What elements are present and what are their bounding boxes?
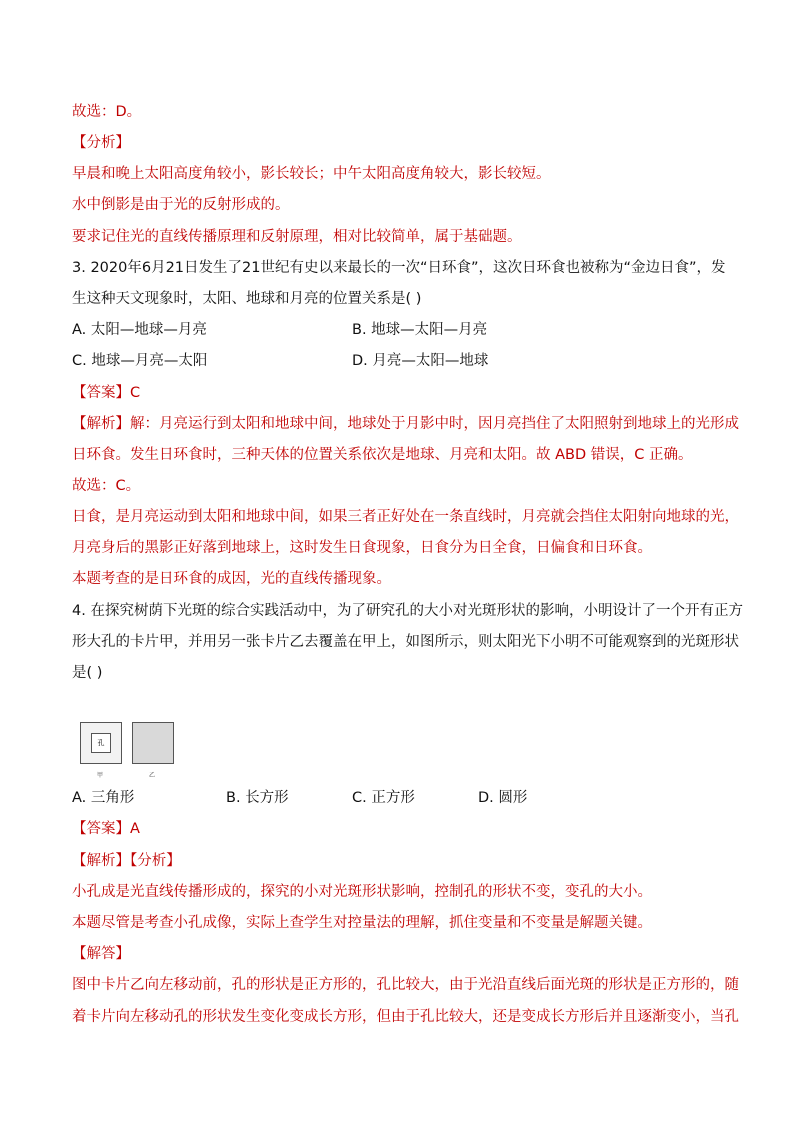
explanation-q3-6: 本题考查的是日环食的成因，光的直线传播现象。 xyxy=(72,571,391,587)
q3-option-d: D. 月亮—太阳—地球 xyxy=(352,353,489,369)
card-yi xyxy=(132,722,174,764)
card-jia xyxy=(80,722,122,764)
analysis-text-q2-2: 水中倒影是由于光的反射形成的。 xyxy=(72,197,290,213)
explanation-q3-1: 【解析】解：月亮运行到太阳和地球中间，地球处于月影中时，因月亮挡住了太阳照射到地球上的光形成 xyxy=(72,416,739,432)
cards-figure xyxy=(80,722,180,782)
question-4-line-3: 是( ) xyxy=(72,665,103,681)
q4-option-b: B. 长方形 xyxy=(226,790,289,806)
analysis-heading-q2: 【分析】 xyxy=(72,135,130,151)
card-jia-caption: 甲 xyxy=(97,772,104,779)
q3-option-b: B. 地球—太阳—月亮 xyxy=(352,322,488,338)
solution-q4-1: 图中卡片乙向左移动前，孔的形状是正方形的，孔比较大，由于光沿直线后面光斑的形状是正方形的，随 xyxy=(72,977,739,993)
question-3-line-1: 3. 2020年6月21日发生了21世纪有史以来最长的一次“日环食”，这次日环食也被称为“金边日食”，发 xyxy=(72,260,726,276)
square-hole: 孔 xyxy=(91,733,111,753)
explanation-q3-4: 日食，是月亮运动到太阳和地球中间，如果三者正好处在一条直线时，月亮就会挡住太阳射向地球的光， xyxy=(72,509,739,525)
explanation-q3-3: 故选：C。 xyxy=(72,478,141,494)
question-3-line-2: 生这种天文现象时，太阳、地球和月亮的位置关系是( ) xyxy=(72,291,422,307)
analysis-text-q2-1: 早晨和晚上太阳高度角较小，影长较长；中午太阳高度角较大，影长较短。 xyxy=(72,166,551,182)
explanation-q4-1: 小孔成是光直线传播形成的，探究的小对光斑形状影响，控制孔的形状不变，变孔的大小。 xyxy=(72,884,652,900)
explanation-q3-5: 月亮身后的黑影正好落到地球上，这时发生日食现象，日食分为日全食，日偏食和日环食。 xyxy=(72,540,652,556)
solution-q4-heading: 【解答】 xyxy=(72,946,130,962)
analysis-text-q2-3: 要求记住光的直线传播原理和反射原理，相对比较简单，属于基础题。 xyxy=(72,229,522,245)
question-4-line-2: 形大孔的卡片甲，并用另一张卡片乙去覆盖在甲上，如图所示，则太阳光下小明不可能观察到的光斑形状 xyxy=(72,634,739,650)
answer-q3: 【答案】C xyxy=(72,385,141,401)
q3-option-a: A. 太阳—地球—月亮 xyxy=(72,322,207,338)
explanation-q4-2: 本题尽管是考查小孔成像，实际上查学生对控量法的理解，抓住变量和不变量是解题关键。 xyxy=(72,915,652,931)
q4-option-c: C. 正方形 xyxy=(352,790,415,806)
answer-line-q2: 故选：D。 xyxy=(72,104,142,120)
question-4-line-1: 4. 在探究树荫下光斑的综合实践活动中，为了研究孔的大小对光斑形状的影响，小明设计了一个开有正方 xyxy=(72,603,743,619)
answer-q4: 【答案】A xyxy=(72,821,140,837)
q3-option-c: C. 地球—月亮—太阳 xyxy=(72,353,208,369)
q4-option-d: D. 圆形 xyxy=(478,790,528,806)
explanation-q3-2: 日环食。发生日环食时，三种天体的位置关系依次是地球、月亮和太阳。故 ABD 错误，C 正确。 xyxy=(72,447,693,463)
solution-q4-2: 着卡片向左移动孔的形状发生变化变成长方形，但由于孔比较大，还是变成长方形后并且逐渐变小，当孔 xyxy=(72,1009,739,1025)
card-yi-caption: 乙 xyxy=(149,772,156,779)
explanation-q4-heading: 【解析】【分析】 xyxy=(72,853,181,869)
q4-option-a: A. 三角形 xyxy=(72,790,135,806)
